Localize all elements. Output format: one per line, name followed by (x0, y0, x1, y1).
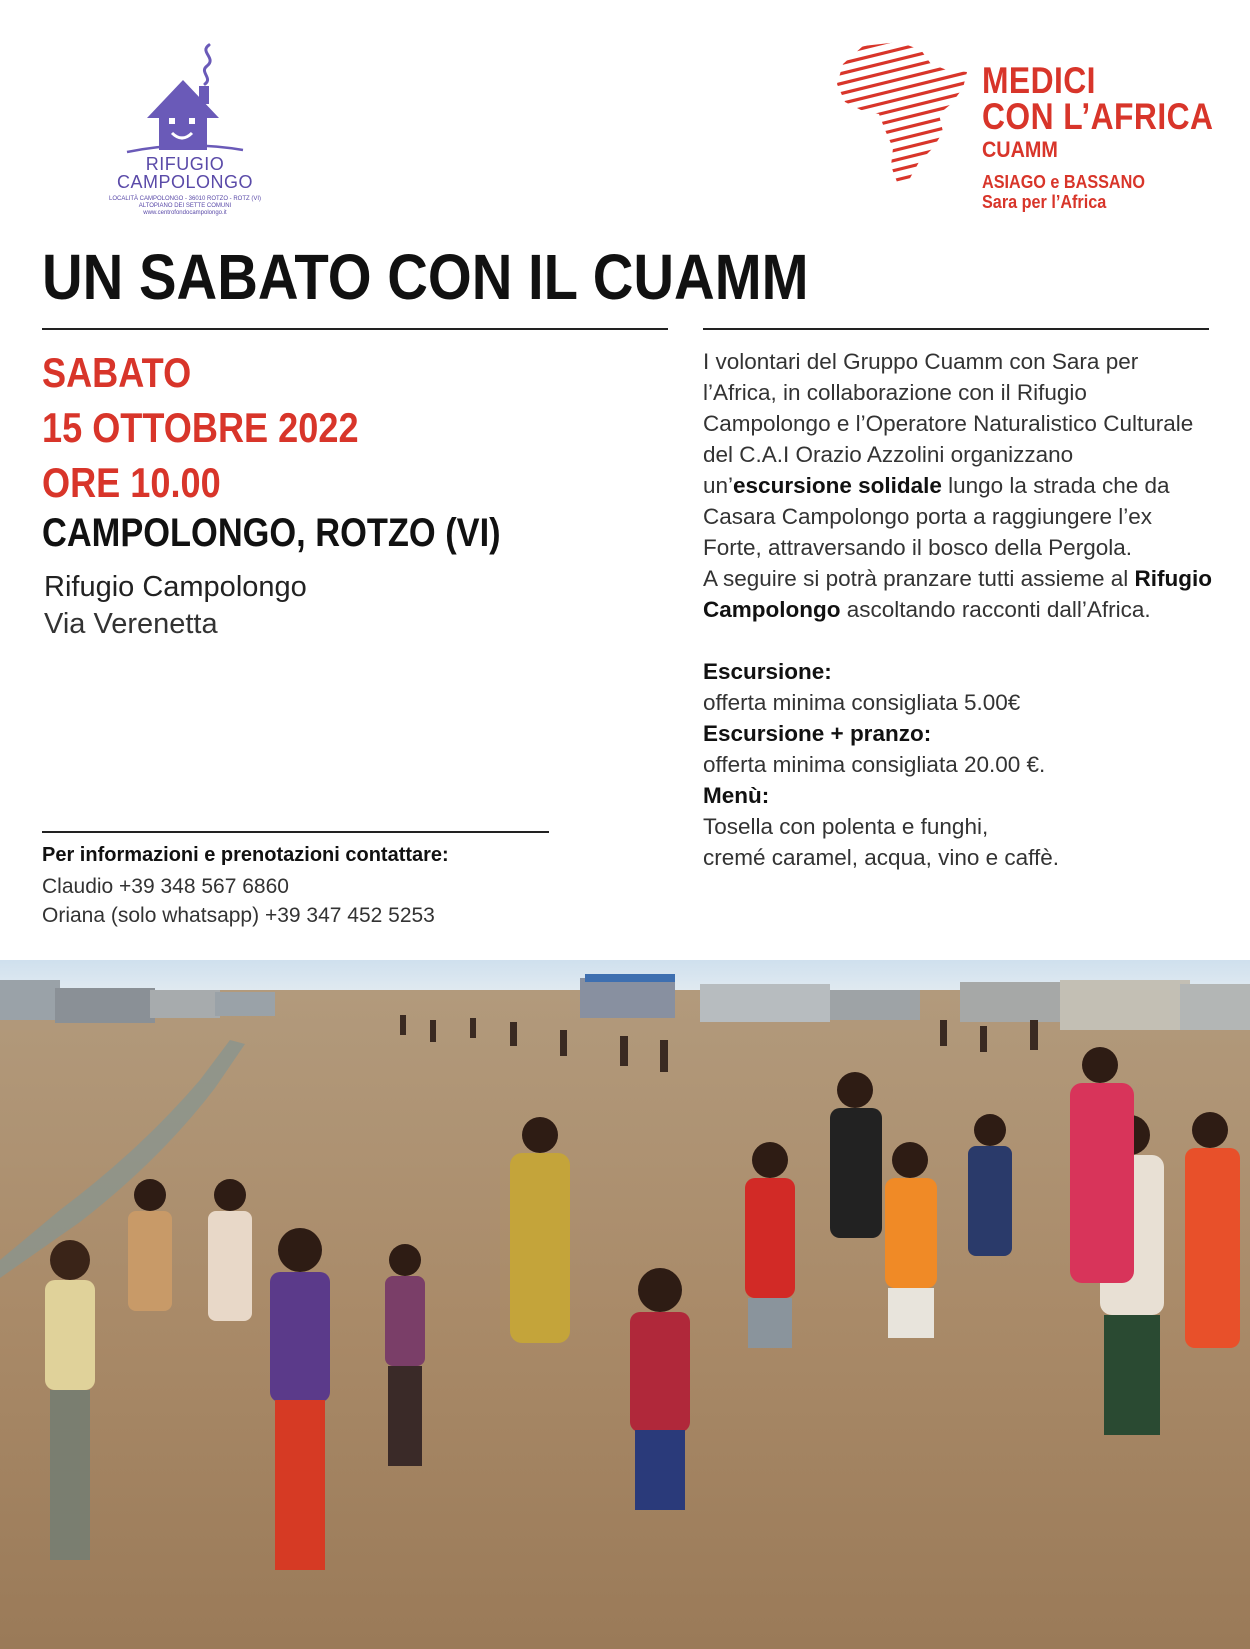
description-p2-text: A seguire si potrà pranzare tutti assieme al (703, 566, 1135, 591)
logo-cuamm: CUAMM (982, 137, 1058, 162)
contact-claudio: Claudio +39 348 567 6860 (42, 875, 289, 898)
description-paragraph-2 (703, 563, 1213, 625)
divider-right (703, 328, 1209, 330)
logo-asiago-bassano: ASIAGO e BASSANO (982, 172, 1145, 192)
contact-oriana: Oriana (solo whatsapp) +39 347 452 5253 (42, 904, 435, 927)
africa-map-icon (835, 40, 975, 190)
logo-name-line2: CAMPOLONGO (116, 172, 254, 192)
medici-con-africa-logo (835, 40, 1215, 220)
event-date: 15 OTTOBRE 2022 (42, 404, 359, 451)
pricing-excursion-value: offerta minima consigliata 5.00€ (703, 690, 1021, 715)
description-p1-text: I volontari del Gruppo Cuamm con Sara per l’Africa, in collaborazione con il Rifugio Campolongo e l’Operatore Naturalistico Culturale del C.A.I Orazio Azzolini organizzano un’ (703, 349, 1194, 498)
description-p1-text-end: lungo la strada che da Casara Campolongo porta a raggiungere l’ex Forte, attraversando il bosco della Pergola. (703, 473, 1170, 560)
rifugio-campolongo-logo (95, 40, 275, 225)
house-icon (125, 40, 245, 155)
contacts-heading: Per informazioni e prenotazioni contattare: (42, 844, 449, 866)
description-p2-bold: Rifugio Campolongo (703, 566, 1212, 622)
menu-line-1: Tosella con polenta e funghi, (703, 814, 989, 839)
event-description (703, 346, 1213, 873)
logo-address-line2: ALTOPIANO DEI SETTE COMUNI (138, 203, 232, 209)
description-p1-bold: escursione solidale (733, 473, 942, 498)
event-day: SABATO (42, 349, 192, 396)
event-place: CAMPOLONGO, ROTZO (VI) (42, 511, 501, 555)
menu-line-2: cremé caramel, acqua, vino e caffè. (703, 845, 1060, 870)
logo-con-lafrica: CON L’AFRICA (982, 96, 1214, 137)
pricing-lunch-label: Escursione + pranzo: (703, 721, 932, 746)
logo-name-line1: RIFUGIO (145, 154, 225, 174)
pricing-lunch-value: offerta minima consigliata 20.00 €. (703, 752, 1046, 777)
divider-left (42, 328, 668, 330)
description-paragraph-1 (703, 346, 1213, 563)
page-title: UN SABATO CON IL CUAMM (42, 241, 809, 313)
event-street: Via Verenetta (44, 608, 218, 640)
logo-address-line1: LOCALITÀ CAMPOLONGO - 36010 ROTZO - ROTZ (VI) (108, 196, 262, 202)
divider-contacts (42, 831, 549, 833)
description-p2-text-end: ascoltando racconti dall’Africa. (840, 597, 1151, 622)
logo-website: www.centrofondocampolongo.it (143, 210, 227, 216)
event-venue: Rifugio Campolongo (44, 571, 307, 603)
event-time: ORE 10.00 (42, 459, 221, 506)
logo-medici: MEDICI (982, 60, 1096, 101)
pricing-excursion-label: Escursione: (703, 659, 832, 684)
children-photo (0, 960, 1250, 1649)
photo-illustration (0, 960, 1250, 1649)
logo-sara-per-lafrica: Sara per l’Africa (982, 192, 1107, 212)
menu-label: Menù: (703, 783, 770, 808)
